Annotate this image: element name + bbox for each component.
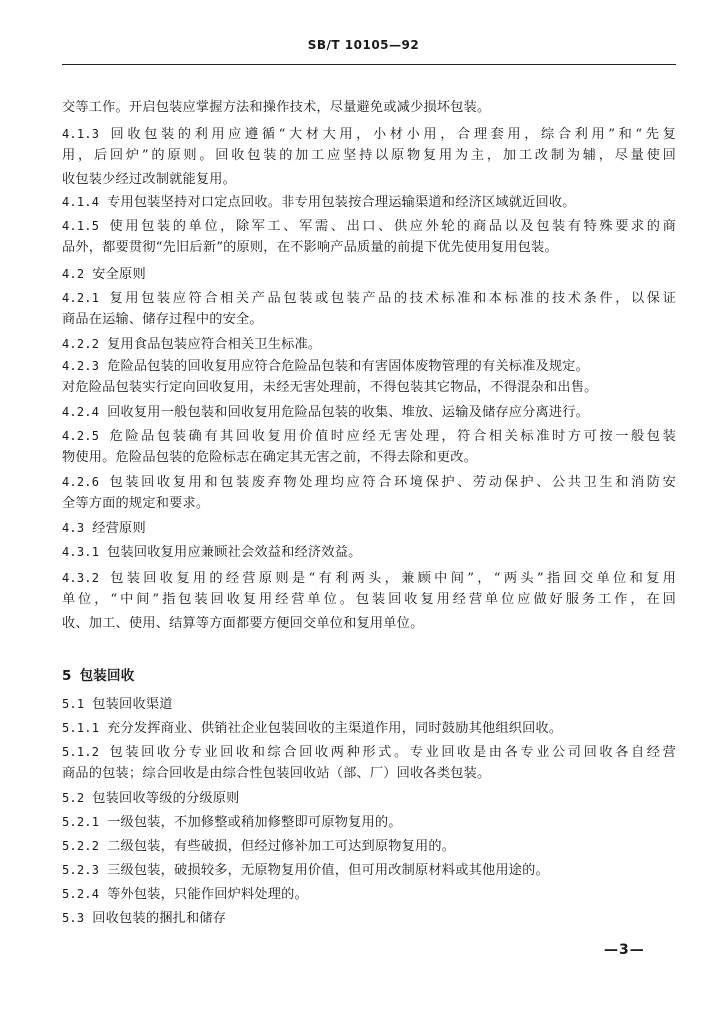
section-heading	[62, 668, 134, 685]
page-number: —3—	[604, 942, 645, 958]
clause-text: 一级包装，不加修整或稍加修整即可原物复用的。	[107, 815, 402, 830]
header-rule	[62, 64, 676, 65]
clause-number: 4.3.2	[62, 571, 100, 585]
clause-text: 经营原则	[92, 521, 146, 536]
text-line	[62, 886, 308, 903]
clause-number: 5.2.2	[62, 839, 100, 853]
text-line	[62, 616, 423, 632]
clause-text: 复用食品包装应符合相关卫生标准。	[107, 337, 322, 352]
clause-text: 交等工作。开启包装应掌握方法和操作技术，尽量避免或减少损坏包装。	[62, 100, 491, 115]
clause-text: 危险品包装确有其回收复用价值时应经无害处理，符合相关标准时方可按一般包装	[107, 429, 676, 444]
text-line	[62, 126, 676, 143]
clause-number: 5.2.4	[62, 887, 100, 901]
clause-text: 包装回收等级的分级原则	[92, 791, 240, 806]
clause-text: 专用包装坚持对口定点回收。非专用包装按合理运输渠道和经济区域就近回收。	[107, 195, 576, 210]
text-line	[62, 172, 236, 188]
text-line	[62, 474, 676, 491]
clause-text: 收、加工、使用、结算等方面都要方便回交单位和复用单位。	[62, 616, 424, 631]
clause-text: 使用包装的单位，除军工、军需、出口、供应外轮的商品以及包装有特殊要求的商	[107, 219, 676, 234]
text-line	[62, 404, 589, 421]
text-line	[62, 696, 173, 713]
clause-text: 包装回收复用应兼顾社会效益和经济效益。	[107, 545, 362, 560]
clause-number: 4.2.2	[62, 337, 100, 351]
clause-number: 5.3	[62, 911, 85, 925]
clause-number: 4.2	[62, 267, 85, 281]
clause-number: 4.1.3	[62, 127, 100, 141]
clause-text: 商品的包装；综合回收是由综合性包装回收站（部、厂）回收各类包装。	[62, 766, 491, 781]
text-line	[62, 570, 676, 587]
text-line	[62, 380, 598, 396]
clause-text: 商品在运输、储存过程中的安全。	[62, 312, 263, 327]
text-line	[62, 838, 455, 855]
clause-text: 包装回收复用和包装废弃物处理均应符合环境保护、劳动保护、公共卫生和消防安	[107, 475, 676, 490]
clause-text: 回收复用一般包装和回收复用危险品包装的收集、堆放、运输及储存应分离进行。	[107, 405, 590, 420]
text-line	[62, 218, 676, 235]
clause-text: 对危险品包装实行定向回收复用，未经无害处理前，不得包装其它物品，不得混杂和出售。	[62, 380, 598, 395]
text-line	[62, 336, 321, 353]
text-line	[62, 148, 676, 164]
clause-number: 4.2.5	[62, 429, 100, 443]
text-line	[62, 520, 146, 537]
clause-text: 等外包装，只能作回炉料处理的。	[107, 887, 308, 902]
text-line	[62, 312, 263, 328]
clause-text: 收包装少经过改制就能复用。	[62, 172, 237, 187]
clause-text: 复用包装应符合相关产品包装或包装产品的技术标准和本标准的技术条件，以保证	[107, 291, 676, 306]
clause-text: 单位，“中间”指包装回收复用经营单位。包装回收复用经营单位应做好服务工作，在回	[62, 592, 676, 607]
clause-text: 包装回收渠道	[92, 697, 173, 712]
clause-number: 4.2.3	[62, 359, 100, 373]
text-line	[62, 496, 209, 512]
clause-number: 5.2	[62, 791, 85, 805]
clause-text: 包装回收复用的经营原则是“有利两头，兼顾中间”，“两头”指回交单位和复用	[107, 571, 676, 586]
clause-number: 4.2.6	[62, 475, 100, 489]
text-line	[62, 240, 558, 256]
clause-number: 4.1.5	[62, 219, 100, 233]
clause-text: 品外，都要贯彻“先旧后新”的原则，在不影响产品质量的前提下优先使用复用包装。	[62, 240, 558, 255]
clause-text: 用，后回炉”的原则。回收包装的加工应坚持以原物复用为主，加工改制为辅，尽量使回	[62, 148, 676, 163]
text-line	[62, 790, 240, 807]
clause-text: 安全原则	[92, 267, 146, 282]
text-line	[62, 428, 676, 445]
clause-text: 物使用。危险品包装的危险标志在确定其无害之前，不得去除和更改。	[62, 450, 478, 465]
clause-number: 4.3	[62, 521, 85, 535]
clause-number: 4.2.1	[62, 291, 100, 305]
text-line	[62, 450, 477, 466]
clause-text: 包装回收分专业回收和综合回收两种形式。专业回收是由各专业公司回收各自经营	[107, 745, 676, 760]
clause-number: 5.2.1	[62, 815, 100, 829]
text-line	[62, 592, 676, 608]
clause-number: 5.1.2	[62, 745, 100, 759]
text-line	[62, 910, 226, 927]
clause-number: 5.2.3	[62, 863, 100, 877]
clause-text: 回收包装的利用应遵循“大材大用，小材小用，合理套用，综合利用”和“先复	[107, 127, 676, 142]
text-line	[62, 100, 490, 116]
clause-text: 充分发挥商业、供销社企业包装回收的主渠道作用，同时鼓励其他组织回收。	[107, 721, 563, 736]
text-line	[62, 814, 402, 831]
text-line	[62, 862, 549, 879]
text-line	[62, 290, 676, 307]
clause-text: 二级包装，有些破损，但经过修补加工可达到原物复用的。	[107, 839, 456, 854]
clause-text: 包装回收	[79, 668, 135, 684]
clause-text: 三级包装，破损较多，无原物复用价值，但可用改制原材料或其他用途的。	[107, 863, 549, 878]
clause-number: 5.1.1	[62, 721, 100, 735]
standard-code-header: SB/T 10105—92	[307, 38, 420, 52]
text-line	[62, 266, 146, 283]
text-line	[62, 744, 676, 761]
text-line	[62, 766, 490, 782]
clause-number: 4.3.1	[62, 545, 100, 559]
text-line	[62, 720, 562, 737]
clause-number: 5.1	[62, 697, 85, 711]
text-line	[62, 194, 576, 211]
clause-number: 5	[62, 668, 72, 684]
clause-text: 全等方面的规定和要求。	[62, 496, 210, 511]
clause-text: 危险品包装的回收复用应符合危险品包装和有害固体废物管理的有关标准及规定。	[107, 359, 590, 374]
clause-number: 4.2.4	[62, 405, 100, 419]
text-line	[62, 358, 589, 375]
clause-number: 4.1.4	[62, 195, 100, 209]
text-line	[62, 544, 362, 561]
clause-text: 回收包装的捆扎和储存	[92, 911, 227, 926]
